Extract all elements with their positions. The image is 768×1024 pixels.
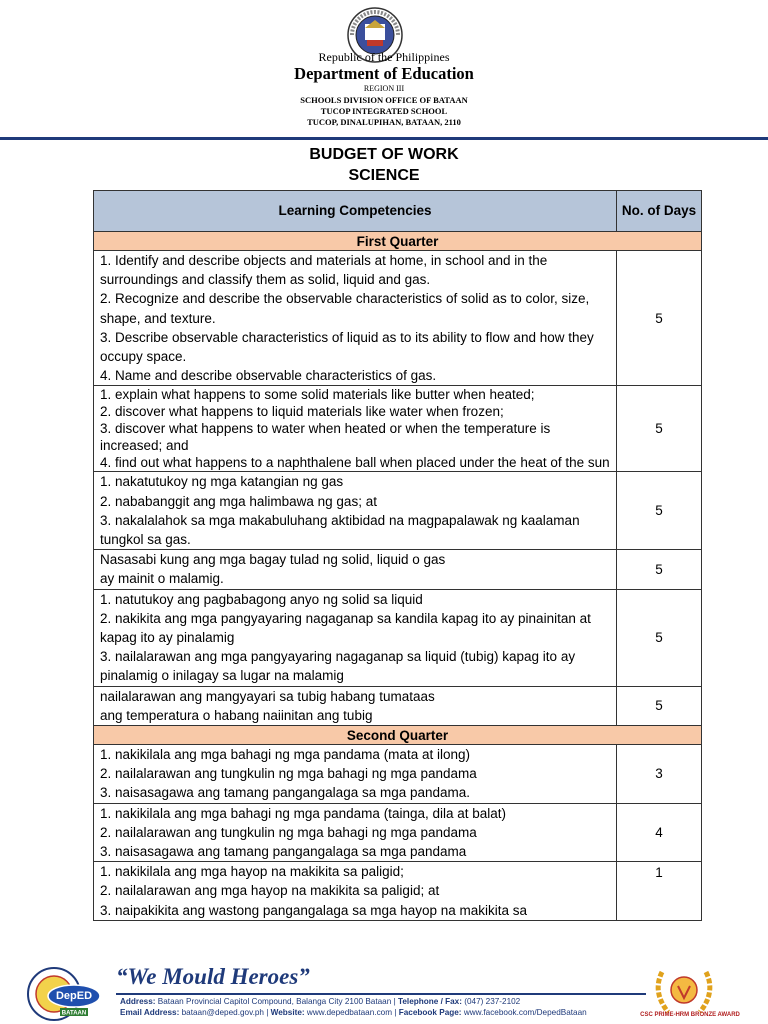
competency-line: 3. discover what happens to water when heated or when the temperature is increased; and [100, 421, 551, 454]
competency-line: 3. nakalalahok sa mga makabuluhang aktibidad na magpapalawak ng kaalaman tungkol sa gas. [100, 512, 580, 548]
competency-line: 3. naisasagawa ang tamang pangangalaga sa mga pandama. [100, 785, 471, 801]
days-cell: 5 [617, 550, 702, 589]
competency-line: ang temperatura o habang naiinitan ang tubig [100, 707, 373, 723]
competency-line: 2. nailalarawan ang tungkulin ng mga bahagi ng mga pandama [100, 766, 477, 782]
competency-line: 1. nakikilala ang mga hayop na makikita sa paligid; [100, 864, 404, 880]
table-row [94, 589, 702, 686]
document-title: BUDGET OF WORK [309, 146, 459, 163]
competency-line: 2. nakikita ang mga pangyayaring nagaganap sa kandila kapag ito ay pinainitan at kapag ito ay pinalamig [100, 610, 591, 646]
competency-cell [94, 251, 617, 386]
competency-line: 3. Describe observable characteristics of liquid as to its ability to flow and how they occupy space. [100, 329, 594, 365]
subject-title: SCIENCE [348, 167, 420, 184]
division-text: SCHOOLS DIVISION OFFICE OF BATAAN [300, 95, 468, 105]
column-header-days: No. of Days [617, 191, 702, 232]
competency-line: 1. explain what happens to some solid materials like butter when heated; [100, 387, 535, 403]
days-cell: 5 [617, 386, 702, 472]
table-row [94, 386, 702, 472]
days-cell: 1 [617, 862, 702, 921]
quarter-label: First Quarter [94, 232, 702, 251]
days-cell: 5 [617, 686, 702, 725]
header-divider [0, 137, 768, 140]
table-row [94, 251, 702, 386]
region-text: REGION III [363, 84, 405, 93]
days-cell: 5 [617, 472, 702, 550]
competency-cell [94, 589, 617, 686]
competency-cell [94, 745, 617, 804]
competency-line: 4. find out what happens to a naphthalene ball when placed under the heat of the sun [100, 455, 610, 471]
table-row [94, 862, 702, 921]
competency-line: 3. naipakikita ang wastong pangangalaga sa mga hayop na makikita sa [100, 902, 528, 918]
competency-cell [94, 550, 617, 589]
competency-line: 2. discover what happens to liquid materials like water when frozen; [100, 404, 504, 420]
days-cell: 5 [617, 589, 702, 686]
footer-contact-line: Email Address: bataan@deped.gov.ph | Website: www.depedbataan.com | Facebook Page: www.facebook.com/DepedBataan [120, 1008, 587, 1017]
website-label: Website: [270, 1008, 305, 1017]
email-label: Email Address: [120, 1008, 180, 1017]
table-row [94, 550, 702, 589]
competency-line: 2. nailalarawan ang mga hayop na makikita sa paligid; at [100, 883, 440, 899]
competency-line: 3. naisasagawa ang tamang pangangalaga sa mga pandama [100, 844, 467, 860]
competency-line: 1. nakikilala ang mga bahagi ng mga pandama (mata at ilong) [100, 747, 470, 763]
competency-cell [94, 803, 617, 862]
competency-line: 1. nakatutukoy ng mga katangian ng gas [100, 474, 344, 490]
school-name: TUCOP INTEGRATED SCHOOL [320, 106, 448, 116]
quarter-label: Second Quarter [94, 726, 702, 745]
table-row [94, 686, 702, 725]
competency-line: 1. Identify and describe objects and materials at home, in school and in the surroundings and classify them as solid, liquid and gas. [100, 253, 548, 288]
column-header-competencies: Learning Competencies [94, 191, 617, 232]
award-caption: CSC PRIME-HRM BRONZE AWARD [640, 1012, 740, 1018]
phone-label: Telephone / Fax: [397, 997, 462, 1006]
days-cell: 3 [617, 745, 702, 804]
department-name: Department of Education [294, 64, 474, 83]
competency-cell [94, 862, 617, 921]
table-row [94, 472, 702, 550]
facebook-label: Facebook Page: [398, 1008, 462, 1017]
competency-line: 1. nakikilala ang mga bahagi ng mga pandama (tainga, dila at balat) [100, 805, 507, 821]
competency-line: 4. Name and describe observable characteristics of gas. [100, 368, 437, 384]
competency-line: 2. Recognize and describe the observable characteristics of solid as to color, size, shape, and texture. [100, 291, 590, 326]
budget-of-work-table [93, 190, 702, 921]
facebook-value[interactable]: www.facebook.com/DepedBataan [463, 1008, 587, 1017]
footer-divider [116, 993, 646, 995]
competency-line: 1. natutukoy ang pagbabagong anyo ng solid sa liquid [100, 591, 423, 607]
school-address: TUCOP, DINALUPIHAN, BATAAN, 2110 [307, 117, 461, 127]
footer-address-line: Address: Bataan Provincial Capitol Compound, Balanga City 2100 Bataan | Telephone / Fax: (047) 237-2102 [120, 997, 521, 1006]
competency-cell [94, 386, 617, 472]
deped-logo-subtext: BATAAN [61, 1010, 87, 1017]
republic-text: Republic of the Philippines [318, 50, 450, 64]
email-value[interactable]: bataan@deped.gov.ph [181, 1008, 264, 1017]
competency-cell [94, 472, 617, 550]
table-row [94, 745, 702, 804]
competency-line: 2. nailalarawan ang tungkulin ng mga bahagi ng mga pandama [100, 824, 477, 840]
days-cell: 5 [617, 251, 702, 386]
competency-line: nailalarawan ang mangyayari sa tubig habang tumataas [100, 688, 435, 704]
table-header-row [94, 191, 702, 232]
phone-value: (047) 237-2102 [464, 997, 521, 1006]
website-value[interactable]: www.depedbataan.com [306, 1008, 393, 1017]
competency-line: Nasasabi kung ang mga bagay tulad ng solid, liquid o gas [100, 552, 446, 568]
address-label: Address: [120, 997, 156, 1006]
competency-line: 3. nailalarawan ang mga pangyayaring nagaganap sa liquid (tubig) kapag ito ay pinalamig o inilagay sa lugar na malamig [100, 649, 576, 684]
competency-cell [94, 686, 617, 725]
days-cell: 4 [617, 803, 702, 862]
competency-line: ay mainit o malamig. [100, 571, 224, 587]
deped-logo-text: DepED [55, 990, 93, 1002]
table-row [94, 803, 702, 862]
school-motto: “We Mould Heroes” [116, 964, 310, 989]
competency-line: 2. nababanggit ang mga halimbawa ng gas; at [100, 493, 377, 509]
quarter-row [94, 726, 702, 745]
deped-bataan-logo-icon [26, 966, 112, 1022]
quarter-row [94, 232, 702, 251]
address-value: Bataan Provincial Capitol Compound, Balanga City 2100 Bataan [157, 997, 392, 1006]
